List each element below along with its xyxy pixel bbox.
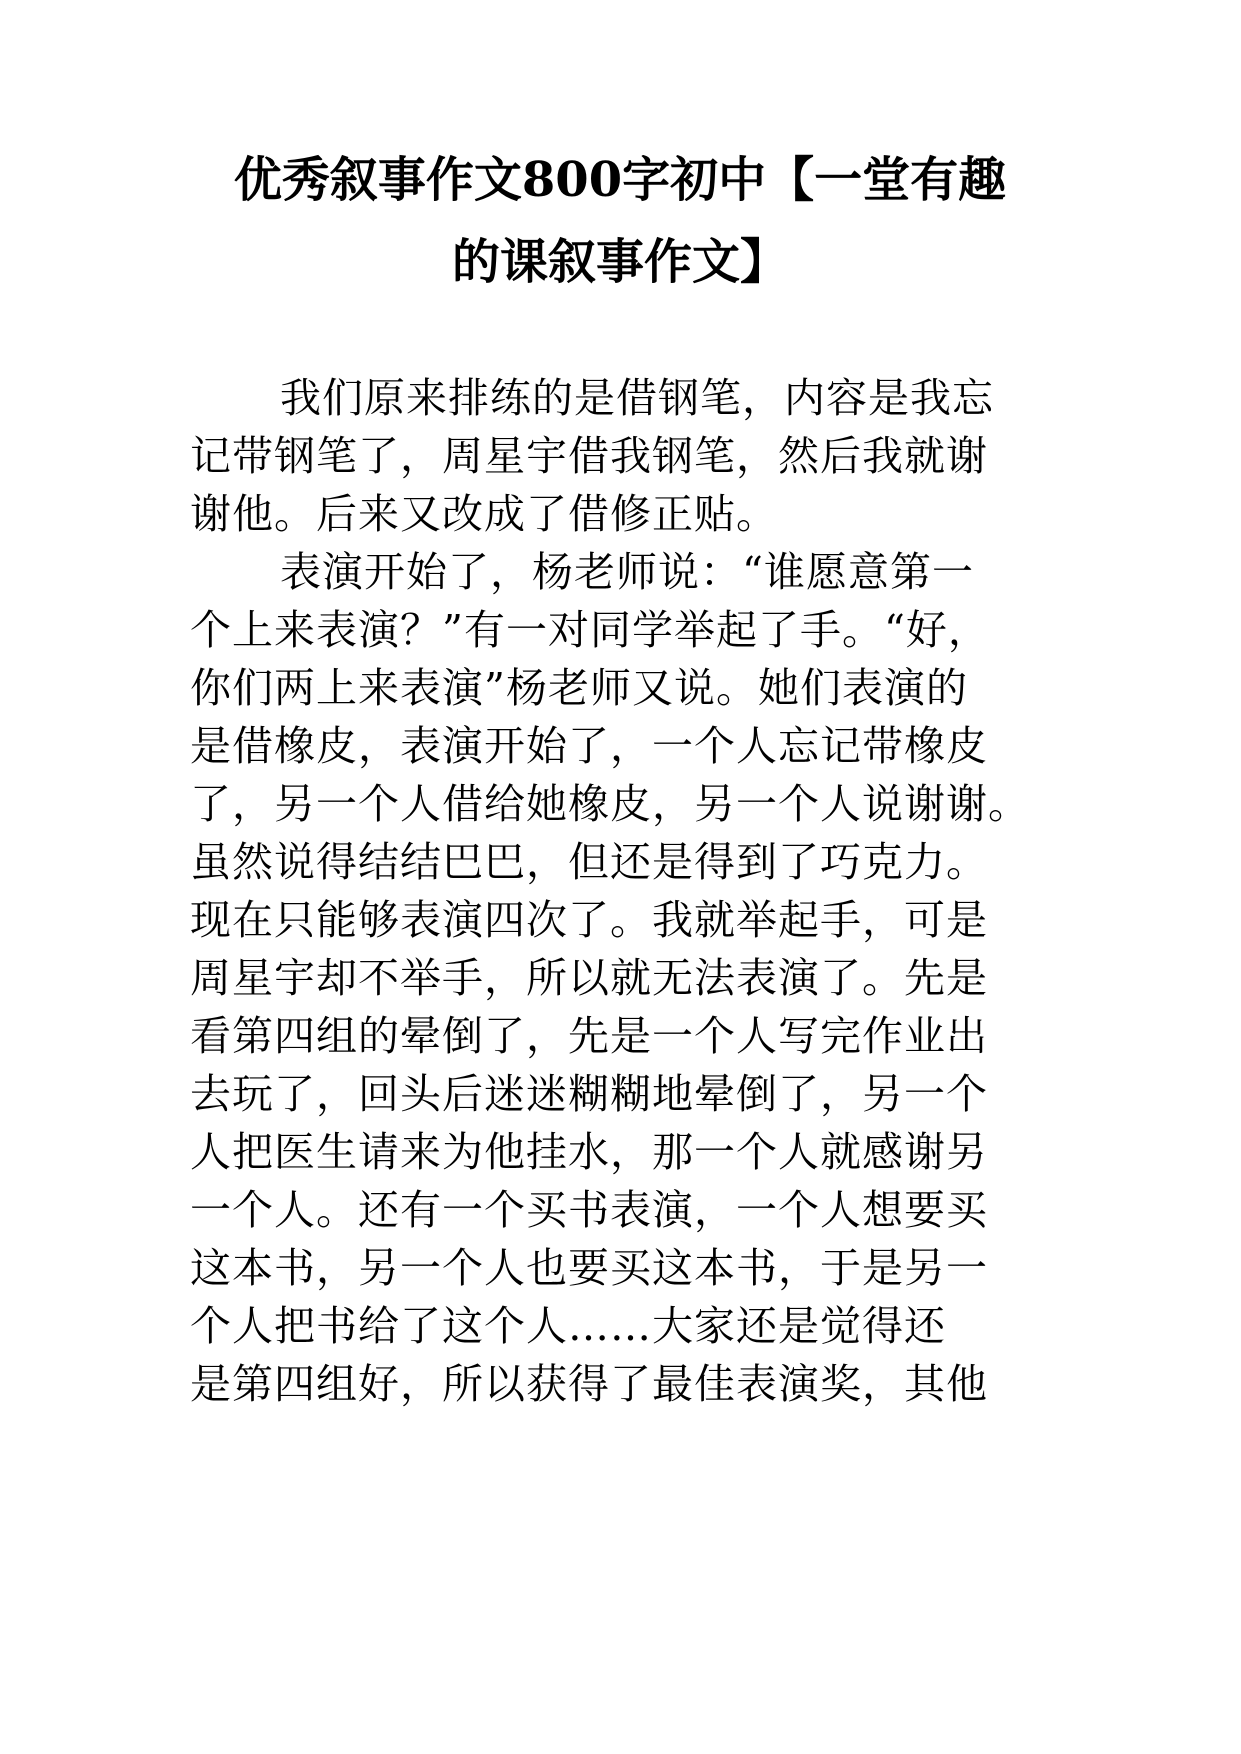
paragraph-line: 个人把书给了这个人……大家还是觉得还 bbox=[190, 1302, 946, 1350]
paragraph-line: 是借橡皮，表演开始了，一个人忘记带橡皮 bbox=[190, 722, 988, 770]
paragraph-line: 表演开始了，杨老师说：“谁愿意第一 bbox=[280, 548, 974, 596]
paragraph-line: 谢他。后来又改成了借修正贴。 bbox=[190, 490, 778, 538]
document-title-line-1: 优秀叙事作文800字初中【一堂有趣 bbox=[233, 152, 1007, 208]
paragraph-line: 你们两上来表演”杨老师又说。她们表演的 bbox=[190, 664, 968, 712]
paragraph-line: 记带钢笔了，周星宇借我钢笔，然后我就谢 bbox=[190, 432, 988, 480]
paragraph-line: 是第四组好，所以获得了最佳表演奖，其他 bbox=[190, 1360, 988, 1408]
paragraph-line: 这本书，另一个人也要买这本书，于是另一 bbox=[190, 1244, 988, 1292]
paragraph-line: 去玩了，回头后迷迷糊糊地晕倒了，另一个 bbox=[190, 1070, 988, 1118]
paragraph-line: 我们原来排练的是借钢笔，内容是我忘 bbox=[280, 374, 994, 422]
paragraph-line: 人把医生请来为他挂水，那一个人就感谢另 bbox=[190, 1128, 988, 1176]
paragraph-line: 周星宇却不举手，所以就无法表演了。先是 bbox=[190, 954, 988, 1002]
paragraph-line: 虽然说得结结巴巴，但还是得到了巧克力。 bbox=[190, 838, 988, 886]
paragraph-line: 了，另一个人借给她橡皮，另一个人说谢谢。 bbox=[190, 780, 1030, 828]
paragraph-line: 现在只能够表演四次了。我就举起手，可是 bbox=[190, 896, 988, 944]
document-title-line-2: 的课叙事作文】 bbox=[451, 234, 788, 290]
paragraph-line: 看第四组的晕倒了，先是一个人写完作业出 bbox=[190, 1012, 988, 1060]
paragraph-line: 个上来表演？”有一对同学举起了手。“好， bbox=[190, 606, 990, 654]
paragraph-line: 一个人。还有一个买书表演，一个人想要买 bbox=[190, 1186, 988, 1234]
